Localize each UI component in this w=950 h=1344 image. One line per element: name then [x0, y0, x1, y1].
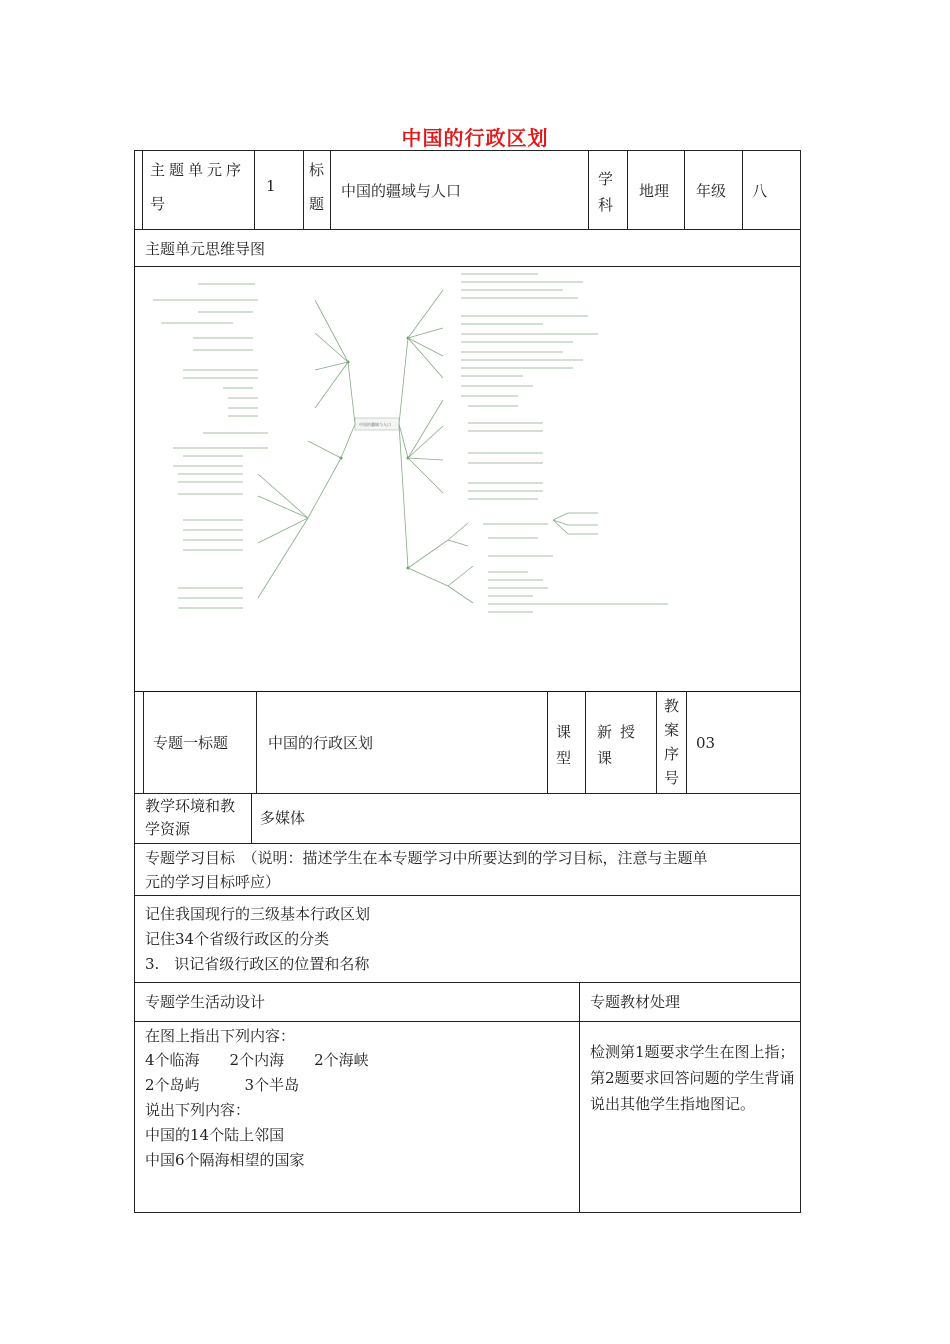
mindmap-heading: 主题单元思维导图 — [145, 240, 266, 258]
document-title: 中国的行政区划 — [401, 126, 549, 150]
row-divider — [134, 266, 801, 267]
environment-value: 多媒体 — [260, 809, 306, 827]
title-label: 标题 — [309, 161, 325, 213]
column-divider — [330, 150, 331, 229]
unit-value: 1 — [266, 177, 276, 195]
row-divider — [134, 793, 801, 794]
subject-value: 地理 — [639, 182, 670, 200]
topic-label: 专题一标题 — [153, 734, 229, 752]
objectives-label-line2: 元的学习目标呼应） — [145, 873, 281, 891]
row-divider — [134, 895, 801, 896]
unit-label: 主题单元序号 — [150, 161, 246, 213]
inner-left-border — [143, 691, 144, 793]
column-divider — [251, 793, 252, 843]
mindmap-left-border — [134, 229, 135, 692]
column-divider — [627, 150, 628, 229]
activity-line: 中国的14个陆上邻国 — [145, 1126, 285, 1144]
activity-line: 中国6个隔海相望的国家 — [145, 1151, 305, 1169]
column-divider — [585, 691, 586, 793]
activities-header: 专题学生活动设计 — [145, 993, 266, 1011]
column-divider — [579, 982, 580, 1213]
lesson-type-value: 新授课 — [597, 723, 644, 767]
row-divider — [134, 691, 801, 692]
column-divider — [547, 691, 548, 793]
environment-label: 教学环境和教学资源 — [145, 797, 236, 838]
column-divider — [303, 150, 304, 229]
column-divider — [742, 150, 743, 229]
lesson-type-label: 课型 — [556, 723, 572, 767]
objectives-label-line1: 专题学习目标 （说明：描述学生在本专题学习中所要达到的学习目标，注意与主题单 — [145, 849, 708, 867]
activity-line: 4个临海 2个内海 2个海峡 — [145, 1051, 369, 1069]
activity-line: 在图上指出下列内容： — [145, 1027, 296, 1045]
mind-map-image — [143, 268, 798, 688]
column-divider — [656, 691, 657, 793]
column-divider — [588, 150, 589, 229]
title-value: 中国的疆域与人口 — [341, 182, 462, 200]
column-divider — [684, 150, 685, 229]
column-divider — [256, 691, 257, 793]
subject-label: 学科 — [598, 170, 614, 214]
row-divider — [134, 843, 801, 844]
plan-number-value: 03 — [696, 734, 716, 752]
activity-line: 2个岛屿 3个半岛 — [145, 1076, 300, 1094]
column-divider — [686, 691, 687, 793]
column-divider — [254, 150, 255, 229]
grade-value: 八 — [752, 182, 768, 200]
objective-item: 记住我国现行的三级基本行政区划 — [145, 905, 371, 923]
row-divider — [134, 1021, 801, 1022]
inner-left-border — [142, 150, 143, 229]
grade-label: 年级 — [696, 182, 727, 200]
row-divider — [134, 229, 801, 230]
objective-item: 3. 识记省级行政区的位置和名称 — [145, 955, 370, 973]
mindmap-center-label: 中国的疆域与人口 — [359, 422, 391, 427]
topic-value: 中国的行政区划 — [268, 734, 374, 752]
objective-item: 记住34个省级行政区的分类 — [145, 930, 330, 948]
material-text: 检测第1题要求学生在图上指；第2题要求回答问题的学生背诵说出其他学生指地图记。 — [590, 1043, 795, 1113]
activity-line: 说出下列内容： — [145, 1101, 251, 1119]
material-header: 专题教材处理 — [590, 993, 681, 1011]
plan-number-label: 教案序号 — [664, 697, 680, 787]
row-divider — [134, 982, 801, 983]
